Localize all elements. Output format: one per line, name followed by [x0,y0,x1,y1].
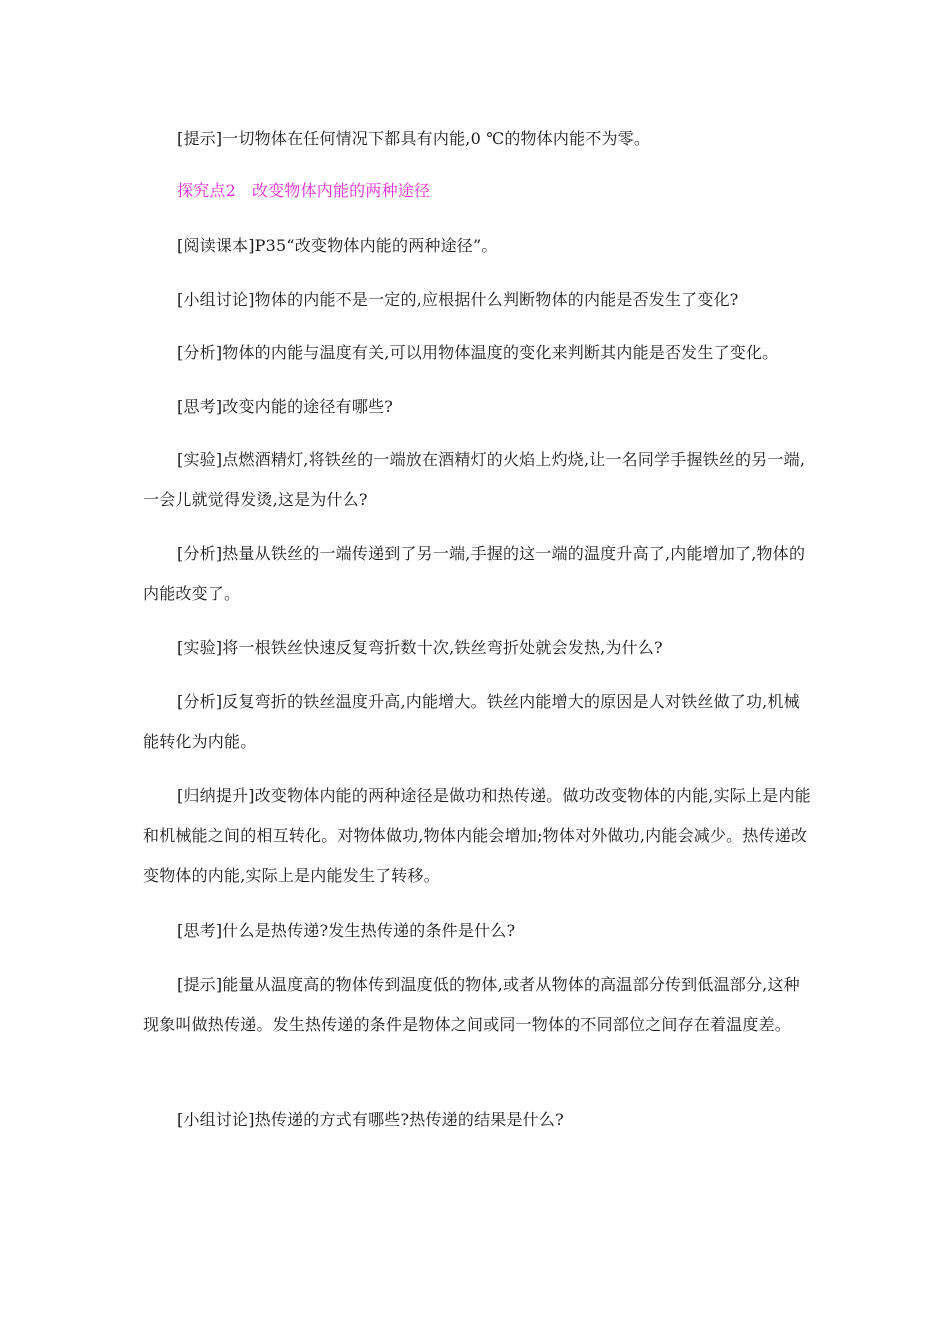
paragraph-think-1: [思考]改变内能的途径有哪些? [177,397,394,416]
paragraph-analysis-3: [分析]反复弯折的铁丝温度升高,内能增大。铁丝内能增大的原因是人对铁丝做了功,机械能转化为内能。 [143,692,800,751]
paragraph-reading: [阅读课本]P35“改变物体内能的两种途径”。 [177,236,498,255]
paragraph-experiment-1: [实验]点燃酒精灯,将铁丝的一端放在酒精灯的火焰上灼烧,让一名同学手握铁丝的另一端,一会儿就觉得发烫,这是为什么? [143,450,806,509]
paragraph-analysis-2: [分析]热量从铁丝的一端传递到了另一端,手握的这一端的温度升高了,内能增加了,物体的内能改变了。 [143,544,806,603]
paragraph-hint-1: [提示]一切物体在任何情况下都具有内能,0 ℃的物体内能不为零。 [177,129,651,148]
paragraph-group-discussion-1: [小组讨论]物体的内能不是一定的,应根据什么判断物体的内能是否发生了变化? [177,290,739,309]
paragraph-group-discussion-2: [小组讨论]热传递的方式有哪些?热传递的结果是什么? [177,1110,564,1129]
section-heading [177,171,430,211]
paragraph-analysis-1: [分析]物体的内能与温度有关,可以用物体温度的变化来判断其内能是否发生了变化。 [177,343,779,362]
paragraph-summary: [归纳提升]改变物体内能的两种途径是做功和热传递。做功改变物体的内能,实际上是内能和机械能之间的相互转化。对物体做功,物体内能会增加;物体对外做功,内能会减少。热传递改变物体的内能,实际上是内能发生了转移。 [143,786,811,885]
section-heading-title: 改变物体内能的两种途径 [251,181,431,200]
section-heading-label: 探究点2 [177,181,236,200]
paragraph-think-2: [思考]什么是热传递?发生热传递的条件是什么? [177,921,516,940]
paragraph-hint-2: [提示]能量从温度高的物体传到温度低的物体,或者从物体的高温部分传到低温部分,这种现象叫做热传递。发生热传递的条件是物体之间或同一物体的不同部位之间存在着温度差。 [143,975,800,1034]
paragraph-experiment-2: [实验]将一根铁丝快速反复弯折数十次,铁丝弯折处就会发热,为什么? [177,638,663,657]
